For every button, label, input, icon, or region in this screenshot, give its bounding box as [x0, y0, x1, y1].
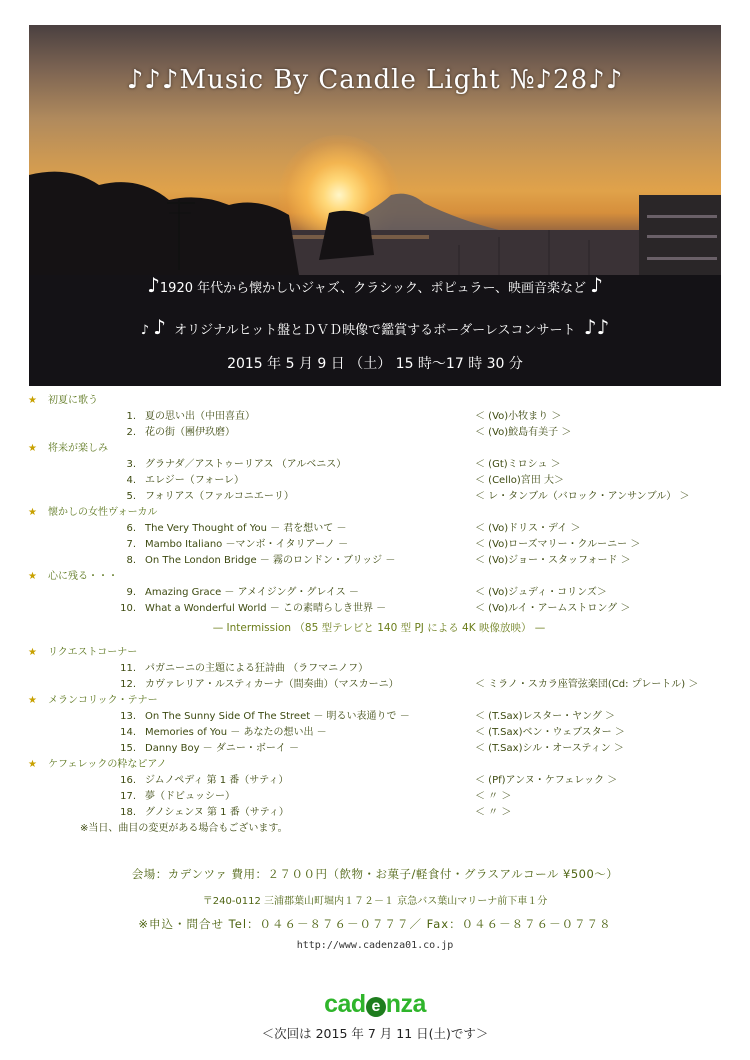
song-title: 夢（ドビュッシー）: [145, 791, 235, 802]
hero-photo: [29, 25, 721, 386]
music-note-icon: ♪: [140, 323, 149, 338]
program-item: [0, 805, 750, 821]
music-note-icon: ♪: [153, 315, 166, 339]
item-number: 11.: [120, 663, 136, 674]
program-part-1: [0, 393, 750, 617]
item-number: 18.: [120, 807, 136, 818]
song-title: Memories of You － あなたの想い出 －: [145, 727, 327, 738]
section-heading: [0, 569, 750, 585]
program-item: [0, 725, 750, 741]
item-number: 4.: [126, 475, 136, 486]
performer: ＜ レ・タンブル（バロック・アンサンブル） ＞: [475, 491, 690, 502]
section-title: ケフェレックの粋なピアノ: [48, 759, 167, 770]
program-item: [0, 521, 750, 537]
next-event: ＜次回は 2015 年 7 月 11 日(土)です＞: [261, 1026, 489, 1041]
performer: ＜ (Vo)鮫島有美子 ＞: [475, 427, 572, 438]
program-item: [0, 601, 750, 617]
performer: ＜ (Vo)ドリス・デイ ＞: [475, 523, 581, 534]
song-title: ジムノペディ 第 1 番（サティ）: [145, 775, 289, 786]
program-item: [0, 773, 750, 789]
song-title: グノシェンヌ 第 1 番（サティ）: [145, 807, 289, 818]
program-item: [0, 489, 750, 505]
section-heading: [0, 693, 750, 709]
performer: ＜ (Cello)宮田 大＞: [475, 475, 564, 486]
item-number: 7.: [126, 539, 136, 550]
star-icon: ★: [28, 759, 37, 770]
song-title: パガニーニの主題による狂詩曲 （ラフマニノフ）: [145, 663, 369, 674]
music-note-icon: ♪: [596, 315, 610, 339]
star-icon: ★: [28, 395, 37, 406]
star-icon: ★: [28, 647, 37, 658]
performer: ＜ (Vo)ジョー・スタッフォード ＞: [475, 555, 631, 566]
music-note-icon: ♪: [147, 273, 160, 297]
program-item: [0, 473, 750, 489]
intermission: — Intermission （85 型テレビと 140 型 PJ による 4K 映像放映） —: [212, 622, 546, 634]
venue-fee: 会場：カデンツァ 費用：２７００円（飲物・お菓子/軽食付・グラスアルコール ¥500～）: [131, 867, 619, 881]
item-number: 2.: [126, 427, 136, 438]
address: 〒240-0112 三浦郡葉山町堀内１７２－１ 京急バス葉山マリーナ前下車１分: [202, 896, 548, 907]
program-item: [0, 537, 750, 553]
performer: ＜ (T.Sax)レスター・ヤング ＞: [475, 711, 616, 722]
performer: ＜ 〃 ＞: [475, 791, 512, 802]
music-note-icon: ♪: [590, 273, 603, 297]
program-notice: ※当日、曲目の変更がある場合もございます。: [80, 823, 288, 834]
item-number: 3.: [126, 459, 136, 470]
item-number: 9.: [126, 587, 136, 598]
section-heading: [0, 757, 750, 773]
star-icon: ★: [28, 571, 37, 582]
item-number: 10.: [120, 603, 136, 614]
performer: ＜ (T.Sax)シル・オースティン ＞: [475, 743, 624, 754]
music-note-icon: ♪: [583, 315, 597, 339]
item-number: 14.: [120, 727, 136, 738]
program-item: [0, 409, 750, 425]
song-title: On The London Bridge － 霧のロンドン・ブリッジ －: [145, 555, 396, 566]
item-number: 1.: [126, 411, 136, 422]
hero-subtitle-1: ♪1920 年代から懐かしいジャズ、クラシック、ポピュラー、映画音楽など ♪: [147, 273, 603, 297]
item-number: 6.: [126, 523, 136, 534]
program-item: [0, 553, 750, 569]
song-title: 花の街（團伊玖磨）: [145, 427, 235, 438]
cadenza-logo: cad e nza: [324, 990, 426, 1018]
star-icon: ★: [28, 443, 37, 454]
song-title: On The Sunny Side Of The Street － 明るい表通りで －: [145, 711, 410, 722]
section-heading: [0, 441, 750, 457]
performer: ＜ (Vo)ジュディ・コリンズ＞: [475, 587, 607, 598]
item-number: 17.: [120, 791, 136, 802]
program-item: [0, 789, 750, 805]
contact: ※申込・問合せ Tel：０４６－８７６－０７７７／ Fax：０４６－８７６－０７７８: [138, 917, 612, 931]
program-item: [0, 661, 750, 677]
performer: ＜ (T.Sax)ベン・ウェブスター ＞: [475, 727, 625, 738]
item-number: 15.: [120, 743, 136, 754]
hero-subtitle-2: ♪ ♪ オリジナルヒット盤とＤＶＤ映像で鑑賞するボーダーレスコンサート ♪♪: [140, 315, 610, 339]
song-title: グラナダ／アストゥーリアス （アルベニス）: [145, 459, 347, 470]
program-item: [0, 457, 750, 473]
performer: ＜ (Pf)アンヌ・ケフェレック ＞: [475, 775, 618, 786]
program-part-2: [0, 645, 750, 821]
section-title: 心に残る・・・: [48, 571, 118, 582]
performer: ＜ (Vo)小牧まり ＞: [475, 411, 562, 422]
performer: ＜ (Vo)ローズマリー・クルーニー ＞: [475, 539, 641, 550]
section-title: メランコリック・テナー: [48, 695, 158, 706]
program-item: [0, 709, 750, 725]
item-number: 13.: [120, 711, 136, 722]
section-title: 将来が楽しみ: [48, 443, 108, 454]
program-item: [0, 425, 750, 441]
song-title: フォリアス（ファルコニエーリ）: [145, 491, 294, 502]
star-icon: ★: [28, 507, 37, 518]
section-title: 懐かしの女性ヴォーカル: [48, 507, 158, 518]
program-item: [0, 585, 750, 601]
program-item: [0, 677, 750, 693]
section-heading: [0, 505, 750, 521]
song-title: カヴァレリア・ルスティカーナ（間奏曲）（マスカーニ）: [145, 679, 399, 690]
song-title: 夏の思い出（中田喜直）: [145, 411, 255, 422]
song-title: Mambo Italiano －マンボ・イタリアーノ －: [145, 539, 349, 550]
item-number: 5.: [126, 491, 136, 502]
event-title: ♪♪♪Music By Candle Light №♪28♪♪: [126, 65, 624, 95]
section-title: 初夏に歌う: [48, 395, 98, 406]
event-date: 2015 年 5 月 9 日 （土） 15 時～17 時 30 分: [227, 356, 523, 372]
section-heading: [0, 645, 750, 661]
performer: ＜ ミラノ・スカラ座管弦楽団(Cd: プレートル) ＞: [475, 679, 699, 690]
song-title: エレジー（フォーレ）: [145, 475, 245, 486]
performer: ＜ (Vo)ルイ・アームストロング ＞: [475, 603, 631, 614]
performer: ＜ (Gt)ミロシュ ＞: [475, 459, 561, 470]
song-title: What a Wonderful World － この素晴らしき世界 －: [145, 603, 387, 614]
performer: ＜ 〃 ＞: [475, 807, 512, 818]
item-number: 12.: [120, 679, 136, 690]
item-number: 16.: [120, 775, 136, 786]
star-icon: ★: [28, 695, 37, 706]
song-title: Danny Boy － ダニー・ボーイ －: [145, 743, 300, 754]
section-title: リクエストコーナー: [48, 647, 138, 658]
website-link[interactable]: http://www.cadenza01.co.jp: [296, 940, 454, 951]
program-list: [0, 393, 750, 837]
song-title: Amazing Grace － アメイジング・グレイス －: [145, 587, 359, 598]
section-heading: [0, 393, 750, 409]
song-title: The Very Thought of You － 君を想いて －: [145, 523, 347, 534]
item-number: 8.: [126, 555, 136, 566]
program-item: [0, 741, 750, 757]
